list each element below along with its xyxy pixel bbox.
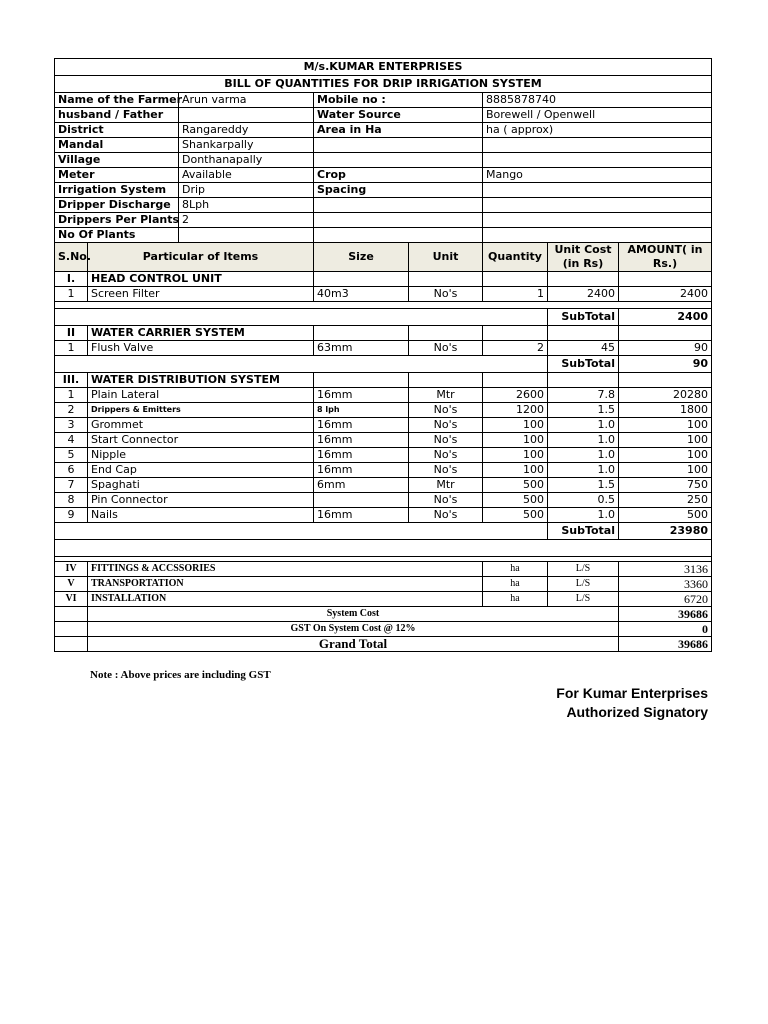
extra-unit: ha [483,592,548,607]
extra-amount: 3360 [619,577,712,592]
empty-cell [55,622,88,637]
item-sno: 3 [55,418,88,433]
item-name: Nipple [88,448,314,463]
info-label [314,138,483,153]
empty-cell [548,272,619,287]
item-unit: Mtr [409,388,483,403]
info-value [483,138,712,153]
subtotal-label: SubTotal [548,523,619,540]
item-qty: 100 [483,448,548,463]
info-label: Irrigation System [55,183,179,198]
info-value: ha ( approx) [483,123,712,138]
item-size: 63mm [314,341,409,356]
gst-note: Note : Above prices are including GST [90,669,271,681]
info-label: husband / Father [55,108,179,123]
empty-cell [409,326,483,341]
item-name: Plain Lateral [88,388,314,403]
subtotal-row [55,356,712,373]
item-size: 8 lph [314,403,409,418]
item-row [55,433,712,448]
system-cost-value: 39686 [619,607,712,622]
column-header-row [55,243,712,272]
item-size: 16mm [314,433,409,448]
item-rate: 45 [548,341,619,356]
empty-cell [314,373,409,388]
item-unit: No's [409,448,483,463]
item-sno: 7 [55,478,88,493]
item-amount: 100 [619,463,712,478]
info-row [55,198,712,213]
col-unit: Unit [409,243,483,272]
item-qty: 500 [483,478,548,493]
extra-sno: VI [55,592,88,607]
item-amount: 90 [619,341,712,356]
system-cost-label: System Cost [88,607,619,622]
item-amount: 100 [619,418,712,433]
gst-row [55,622,712,637]
info-label: Meter [55,168,179,183]
item-sno: 1 [55,341,88,356]
item-sno: 8 [55,493,88,508]
item-name: Nails [88,508,314,523]
item-row [55,403,712,418]
info-row [55,213,712,228]
empty-cell [548,326,619,341]
empty-cell [548,373,619,388]
item-name: Grommet [88,418,314,433]
info-value: Donthanapally [179,153,314,168]
subtotal-value: 90 [619,356,712,373]
col-qty: Quantity [483,243,548,272]
empty-cell [55,309,548,326]
item-qty: 500 [483,493,548,508]
info-row [55,228,712,243]
item-amount: 250 [619,493,712,508]
extra-sno: IV [55,562,88,577]
empty-cell [55,302,712,309]
item-sno: 1 [55,388,88,403]
info-label: Water Source [314,108,483,123]
info-row [55,93,712,108]
empty-cell [55,607,88,622]
item-unit: No's [409,493,483,508]
item-row [55,478,712,493]
info-row [55,123,712,138]
item-amount: 1800 [619,403,712,418]
item-sno: 2 [55,403,88,418]
info-value [179,108,314,123]
info-label [314,153,483,168]
item-row [55,493,712,508]
item-unit: No's [409,287,483,302]
extra-amount: 6720 [619,592,712,607]
info-label: Village [55,153,179,168]
empty-cell [409,373,483,388]
item-size: 16mm [314,463,409,478]
col-item: Particular of Items [88,243,314,272]
info-label: No Of Plants [55,228,179,243]
section-number: II [55,326,88,341]
extra-amount: 3136 [619,562,712,577]
info-label [314,228,483,243]
bill-of-quantities [54,58,711,652]
subtotal-value: 23980 [619,523,712,540]
item-size: 16mm [314,388,409,403]
boq-table [54,58,712,652]
item-row [55,418,712,433]
item-qty: 100 [483,433,548,448]
item-unit: No's [409,463,483,478]
info-value [483,213,712,228]
item-amount: 100 [619,433,712,448]
item-qty: 100 [483,463,548,478]
section-header-row [55,373,712,388]
item-name: Drippers & Emitters [88,403,314,418]
col-unit-cost-line1: Unit Cost [554,243,612,256]
item-amount: 750 [619,478,712,493]
info-value: 8885878740 [483,93,712,108]
item-qty: 2600 [483,388,548,403]
info-value [483,183,712,198]
item-rate: 1.0 [548,433,619,448]
item-unit: Mtr [409,478,483,493]
info-row [55,138,712,153]
col-sno: S.No. [55,243,88,272]
extra-row [55,592,712,607]
extra-qty: L/S [548,577,619,592]
info-value [483,198,712,213]
item-sno: 9 [55,508,88,523]
info-label [314,198,483,213]
item-unit: No's [409,341,483,356]
empty-cell [483,326,548,341]
item-rate: 2400 [548,287,619,302]
item-row [55,448,712,463]
info-row [55,168,712,183]
section-title: WATER DISTRIBUTION SYSTEM [88,373,314,388]
gst-label: GST On System Cost @ 12% [88,622,619,637]
item-sno: 4 [55,433,88,448]
empty-cell [55,540,712,557]
item-qty: 1 [483,287,548,302]
item-name: Start Connector [88,433,314,448]
info-value: Drip [179,183,314,198]
col-unit-cost-line2: (in Rs) [562,257,604,270]
empty-cell [314,272,409,287]
item-row [55,463,712,478]
info-label: Drippers Per Plants [55,213,179,228]
col-unit-cost [548,243,619,272]
item-size: 40m3 [314,287,409,302]
info-value: Available [179,168,314,183]
info-value: Mango [483,168,712,183]
extra-unit: ha [483,577,548,592]
item-name: Screen Filter [88,287,314,302]
info-value: Borewell / Openwell [483,108,712,123]
item-rate: 7.8 [548,388,619,403]
document-title: BILL OF QUANTITIES FOR DRIP IRRIGATION SYSTEM [55,76,712,93]
item-name: Spaghati [88,478,314,493]
info-value [483,153,712,168]
item-size: 16mm [314,508,409,523]
col-size: Size [314,243,409,272]
extra-row [55,577,712,592]
empty-cell [619,373,712,388]
empty-cell [483,373,548,388]
grand-total-row [55,637,712,652]
extra-item: INSTALLATION [88,592,483,607]
item-row [55,287,712,302]
extra-item: TRANSPORTATION [88,577,483,592]
subtotal-value: 2400 [619,309,712,326]
info-label: Crop [314,168,483,183]
item-row [55,508,712,523]
extra-sno: V [55,577,88,592]
item-qty: 2 [483,341,548,356]
item-rate: 1.5 [548,403,619,418]
info-value: 8Lph [179,198,314,213]
info-value: Rangareddy [179,123,314,138]
item-rate: 1.0 [548,448,619,463]
extra-row [55,562,712,577]
item-size: 16mm [314,448,409,463]
empty-cell [314,326,409,341]
item-amount: 20280 [619,388,712,403]
item-rate: 1.0 [548,418,619,433]
empty-cell [619,326,712,341]
info-value [483,228,712,243]
gst-value: 0 [619,622,712,637]
spacer-row [55,540,712,557]
system-cost-row [55,607,712,622]
info-row [55,108,712,123]
section-header-row [55,326,712,341]
section-title: WATER CARRIER SYSTEM [88,326,314,341]
company-name: M/s.KUMAR ENTERPRISES [55,59,712,76]
subtotal-label: SubTotal [548,356,619,373]
item-sno: 1 [55,287,88,302]
item-amount: 100 [619,448,712,463]
col-amount [619,243,712,272]
extra-item: FITTINGS & ACCSSORIES [88,562,483,577]
item-name: Pin Connector [88,493,314,508]
info-value: Shankarpally [179,138,314,153]
item-name: End Cap [88,463,314,478]
subtotal-label: SubTotal [548,309,619,326]
extra-qty: L/S [548,592,619,607]
empty-cell [55,637,88,652]
grand-total-label: Grand Total [88,637,619,652]
section-title: HEAD CONTROL UNIT [88,272,314,287]
col-amount-line2: Rs.) [652,257,678,270]
info-label: Dripper Discharge [55,198,179,213]
info-row [55,153,712,168]
item-amount: 2400 [619,287,712,302]
empty-cell [55,523,548,540]
spacer-row [55,302,712,309]
info-label [314,213,483,228]
section-header-row [55,272,712,287]
item-unit: No's [409,508,483,523]
info-label: Mandal [55,138,179,153]
subtotal-row [55,309,712,326]
item-sno: 6 [55,463,88,478]
signature-block [556,684,708,722]
empty-cell [619,272,712,287]
item-sno: 5 [55,448,88,463]
info-value [179,228,314,243]
item-size: 6mm [314,478,409,493]
info-row [55,183,712,198]
section-number: III. [55,373,88,388]
info-value: Arun varma [179,93,314,108]
info-label: Spacing [314,183,483,198]
item-rate: 0.5 [548,493,619,508]
empty-cell [55,356,548,373]
info-label: Name of the Farmer [55,93,179,108]
empty-cell [409,272,483,287]
item-row [55,388,712,403]
grand-total-value: 39686 [619,637,712,652]
item-unit: No's [409,433,483,448]
extra-unit: ha [483,562,548,577]
item-size [314,493,409,508]
item-qty: 500 [483,508,548,523]
section-number: I. [55,272,88,287]
signature-company: For Kumar Enterprises [556,685,708,701]
info-label: Mobile no : [314,93,483,108]
item-rate: 1.0 [548,463,619,478]
item-row [55,341,712,356]
item-rate: 1.0 [548,508,619,523]
item-qty: 100 [483,418,548,433]
info-value: 2 [179,213,314,228]
item-qty: 1200 [483,403,548,418]
empty-cell [483,272,548,287]
col-amount-line1: AMOUNT( in [627,243,703,256]
item-unit: No's [409,403,483,418]
info-label: District [55,123,179,138]
item-amount: 500 [619,508,712,523]
item-rate: 1.5 [548,478,619,493]
item-size: 16mm [314,418,409,433]
signature-title: Authorized Signatory [566,704,708,720]
subtotal-row [55,523,712,540]
info-label: Area in Ha [314,123,483,138]
item-name: Flush Valve [88,341,314,356]
item-unit: No's [409,418,483,433]
extra-qty: L/S [548,562,619,577]
